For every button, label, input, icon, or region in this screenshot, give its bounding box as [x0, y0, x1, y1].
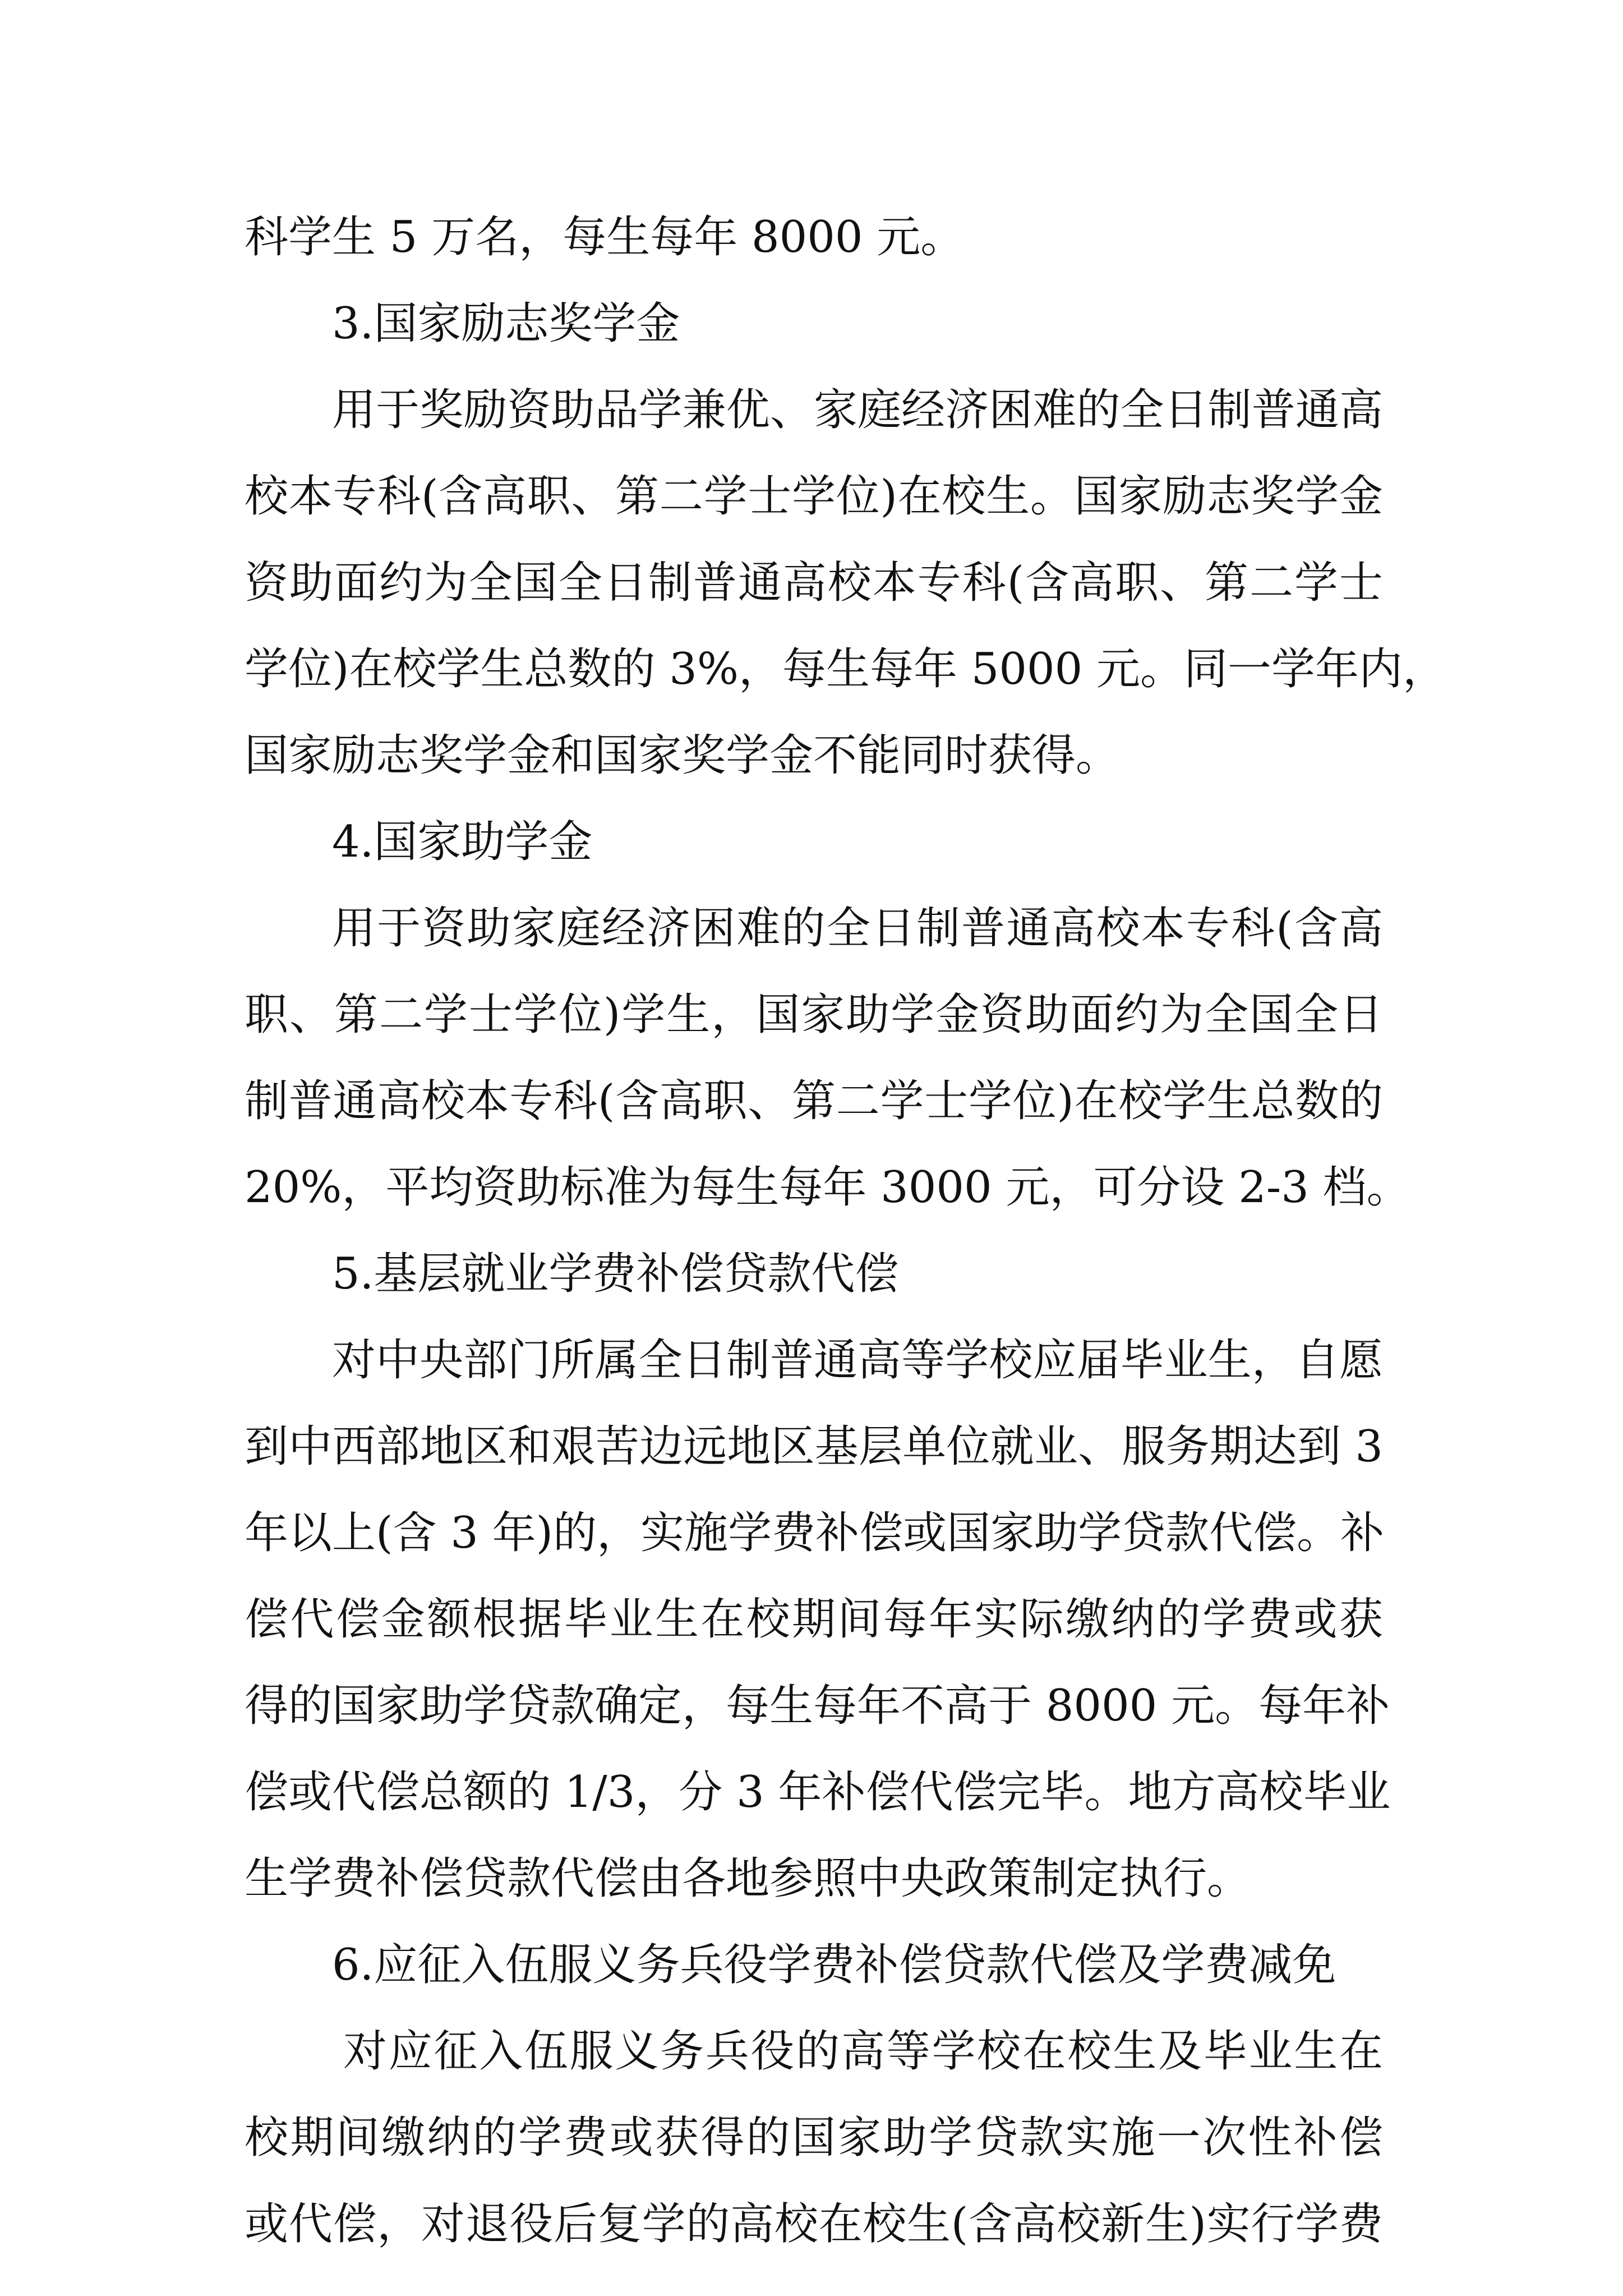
paragraph-line: 校本专科(含高职、第二学士学位)在校生。国家励志奖学金: [245, 471, 1383, 522]
paragraph-line: 资助面约为全国全日制普通高校本专科(含高职、第二学士: [245, 558, 1383, 608]
paragraph-line: 偿或代偿总额的 1/3，分 3 年补偿代偿完毕。地方高校毕业: [245, 1767, 1391, 1818]
paragraph-line: 对中央部门所属全日制普通高等学校应届毕业生，自愿: [332, 1335, 1383, 1386]
section-heading-5: 5.基层就业学费补偿贷款代偿: [332, 1249, 899, 1299]
paragraph-line-last: 国家励志奖学金和国家奖学金不能同时获得。: [245, 730, 1120, 781]
text-line-continuation: 科学生 5 万名，每生每年 8000 元。: [245, 212, 965, 263]
section-heading-6: 6.应征入伍服义务兵役学费补偿贷款代偿及学费减免: [332, 1940, 1336, 1990]
paragraph-line: 职、第二学士学位)学生，国家助学金资助面约为全国全日: [245, 990, 1383, 1040]
document-body: [245, 194, 1447, 2267]
paragraph-line-last: 生学费补偿贷款代偿由各地参照中央政策制定执行。: [245, 1853, 1251, 1904]
paragraph-line: 到中西部地区和艰苦边远地区基层单位就业、服务期达到 3: [245, 1421, 1383, 1472]
paragraph-line: 偿代偿金额根据毕业生在校期间每年实际缴纳的学费或获: [245, 1594, 1383, 1645]
paragraph-line: 用于奖励资助品学兼优、家庭经济困难的全日制普通高: [332, 385, 1383, 435]
section-heading-3: 3.国家励志奖学金: [332, 298, 680, 349]
paragraph-line: 得的国家助学贷款确定，每生每年不高于 8000 元。每年补: [245, 1681, 1390, 1731]
paragraph-line-last: 20%，平均资助标准为每生每年 3000 元，可分设 2-3 档。: [245, 1162, 1410, 1213]
paragraph-line: 制普通高校本专科(含高职、第二学士学位)在校学生总数的: [245, 1076, 1383, 1126]
paragraph-line: 对应征入伍服义务兵役的高等学校在校生及毕业生在: [343, 2026, 1383, 2077]
paragraph-line: 校期间缴纳的学费或获得的国家助学贷款实施一次性补偿: [245, 2113, 1383, 2163]
section-heading-4: 4.国家助学金: [332, 817, 593, 867]
paragraph-line: 年以上(含 3 年)的，实施学费补偿或国家助学贷款代偿。补: [245, 1508, 1385, 1558]
paragraph-line: 用于资助家庭经济困难的全日制普通高校本专科(含高: [332, 903, 1383, 954]
paragraph-line: 或代偿，对退役后复学的高校在校生(含高校新生)实行学费: [245, 2199, 1383, 2249]
paragraph-line: 学位)在校学生总数的 3%，每生每年 5000 元。同一学年内，: [245, 644, 1447, 694]
